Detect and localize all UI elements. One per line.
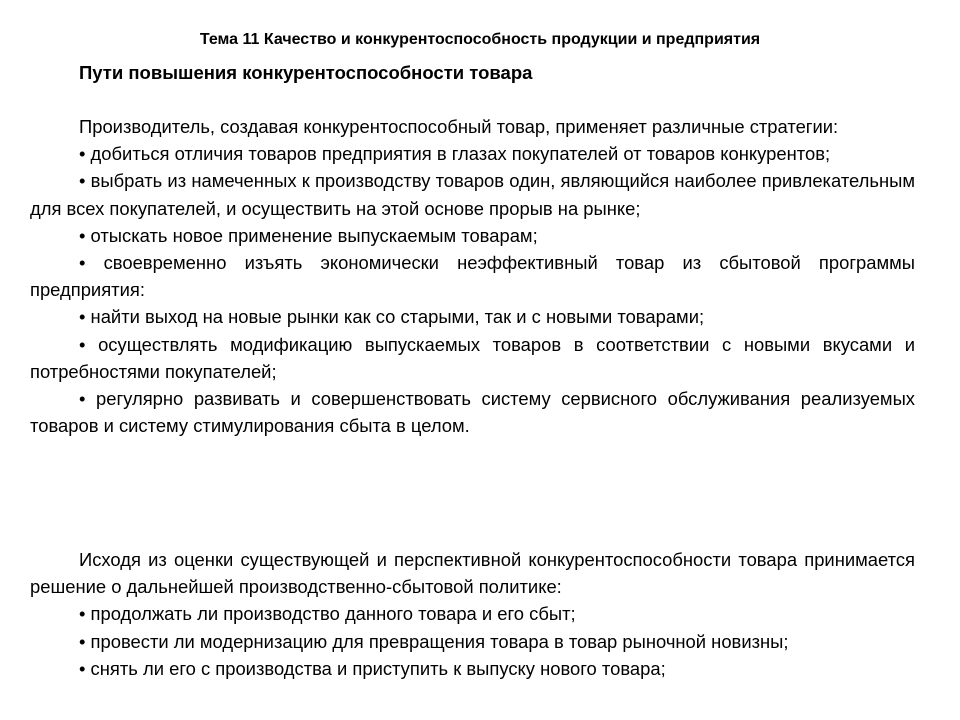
strategy-item: • выбрать из намеченных к производству товаров один, являющийся наиболее привлекательным для всех покупателей, и осуществить на этой основе прорыв на рынке; xyxy=(30,170,915,219)
strategy-item: • осуществлять модификацию выпускаемых товаров в соответствии с новыми вкусами и потребностями покупателей; xyxy=(30,333,915,382)
strategy-item: • регулярно развивать и совершенствовать систему сервисного обслуживания реализуемых товаров и систему стимулирования сбыта в целом. xyxy=(30,388,915,437)
policy-item: • провести ли модернизацию для превращения товара в товар рыночной новизны; xyxy=(79,630,789,652)
strategy-item: • найти выход на новые рынки как со старыми, так и с новыми товарами; xyxy=(79,306,705,328)
policy-intro: Исходя из оценки существующей и перспективной конкурентоспособности товара принимается решение о дальнейшей производственно-сбытовой политике: xyxy=(30,549,915,598)
policy-item: • снять ли его с производства и приступить к выпуску нового товара; xyxy=(79,657,666,679)
strategy-item: • добиться отличия товаров предприятия в глазах покупателей от товаров конкурентов; xyxy=(79,143,831,165)
policy-block xyxy=(30,546,915,682)
policy-item: • продолжать ли производство данного товара и его сбыт; xyxy=(79,603,576,625)
strategy-item: • своевременно изъять экономически неэффективный товар из сбытовой программы предприятия: xyxy=(30,252,915,301)
section-heading: Пути повышения конкурентоспособности товара xyxy=(79,62,533,83)
topic-title: Тема 11 Качество и конкурентоспособность продукции и предприятия xyxy=(199,31,761,48)
strategies-block xyxy=(30,113,915,439)
strategies-intro: Производитель, создавая конкурентоспособный товар, применяет различные стратегии: xyxy=(79,116,839,137)
strategy-item: • отыскать новое применение выпускаемым товарам; xyxy=(79,224,538,246)
